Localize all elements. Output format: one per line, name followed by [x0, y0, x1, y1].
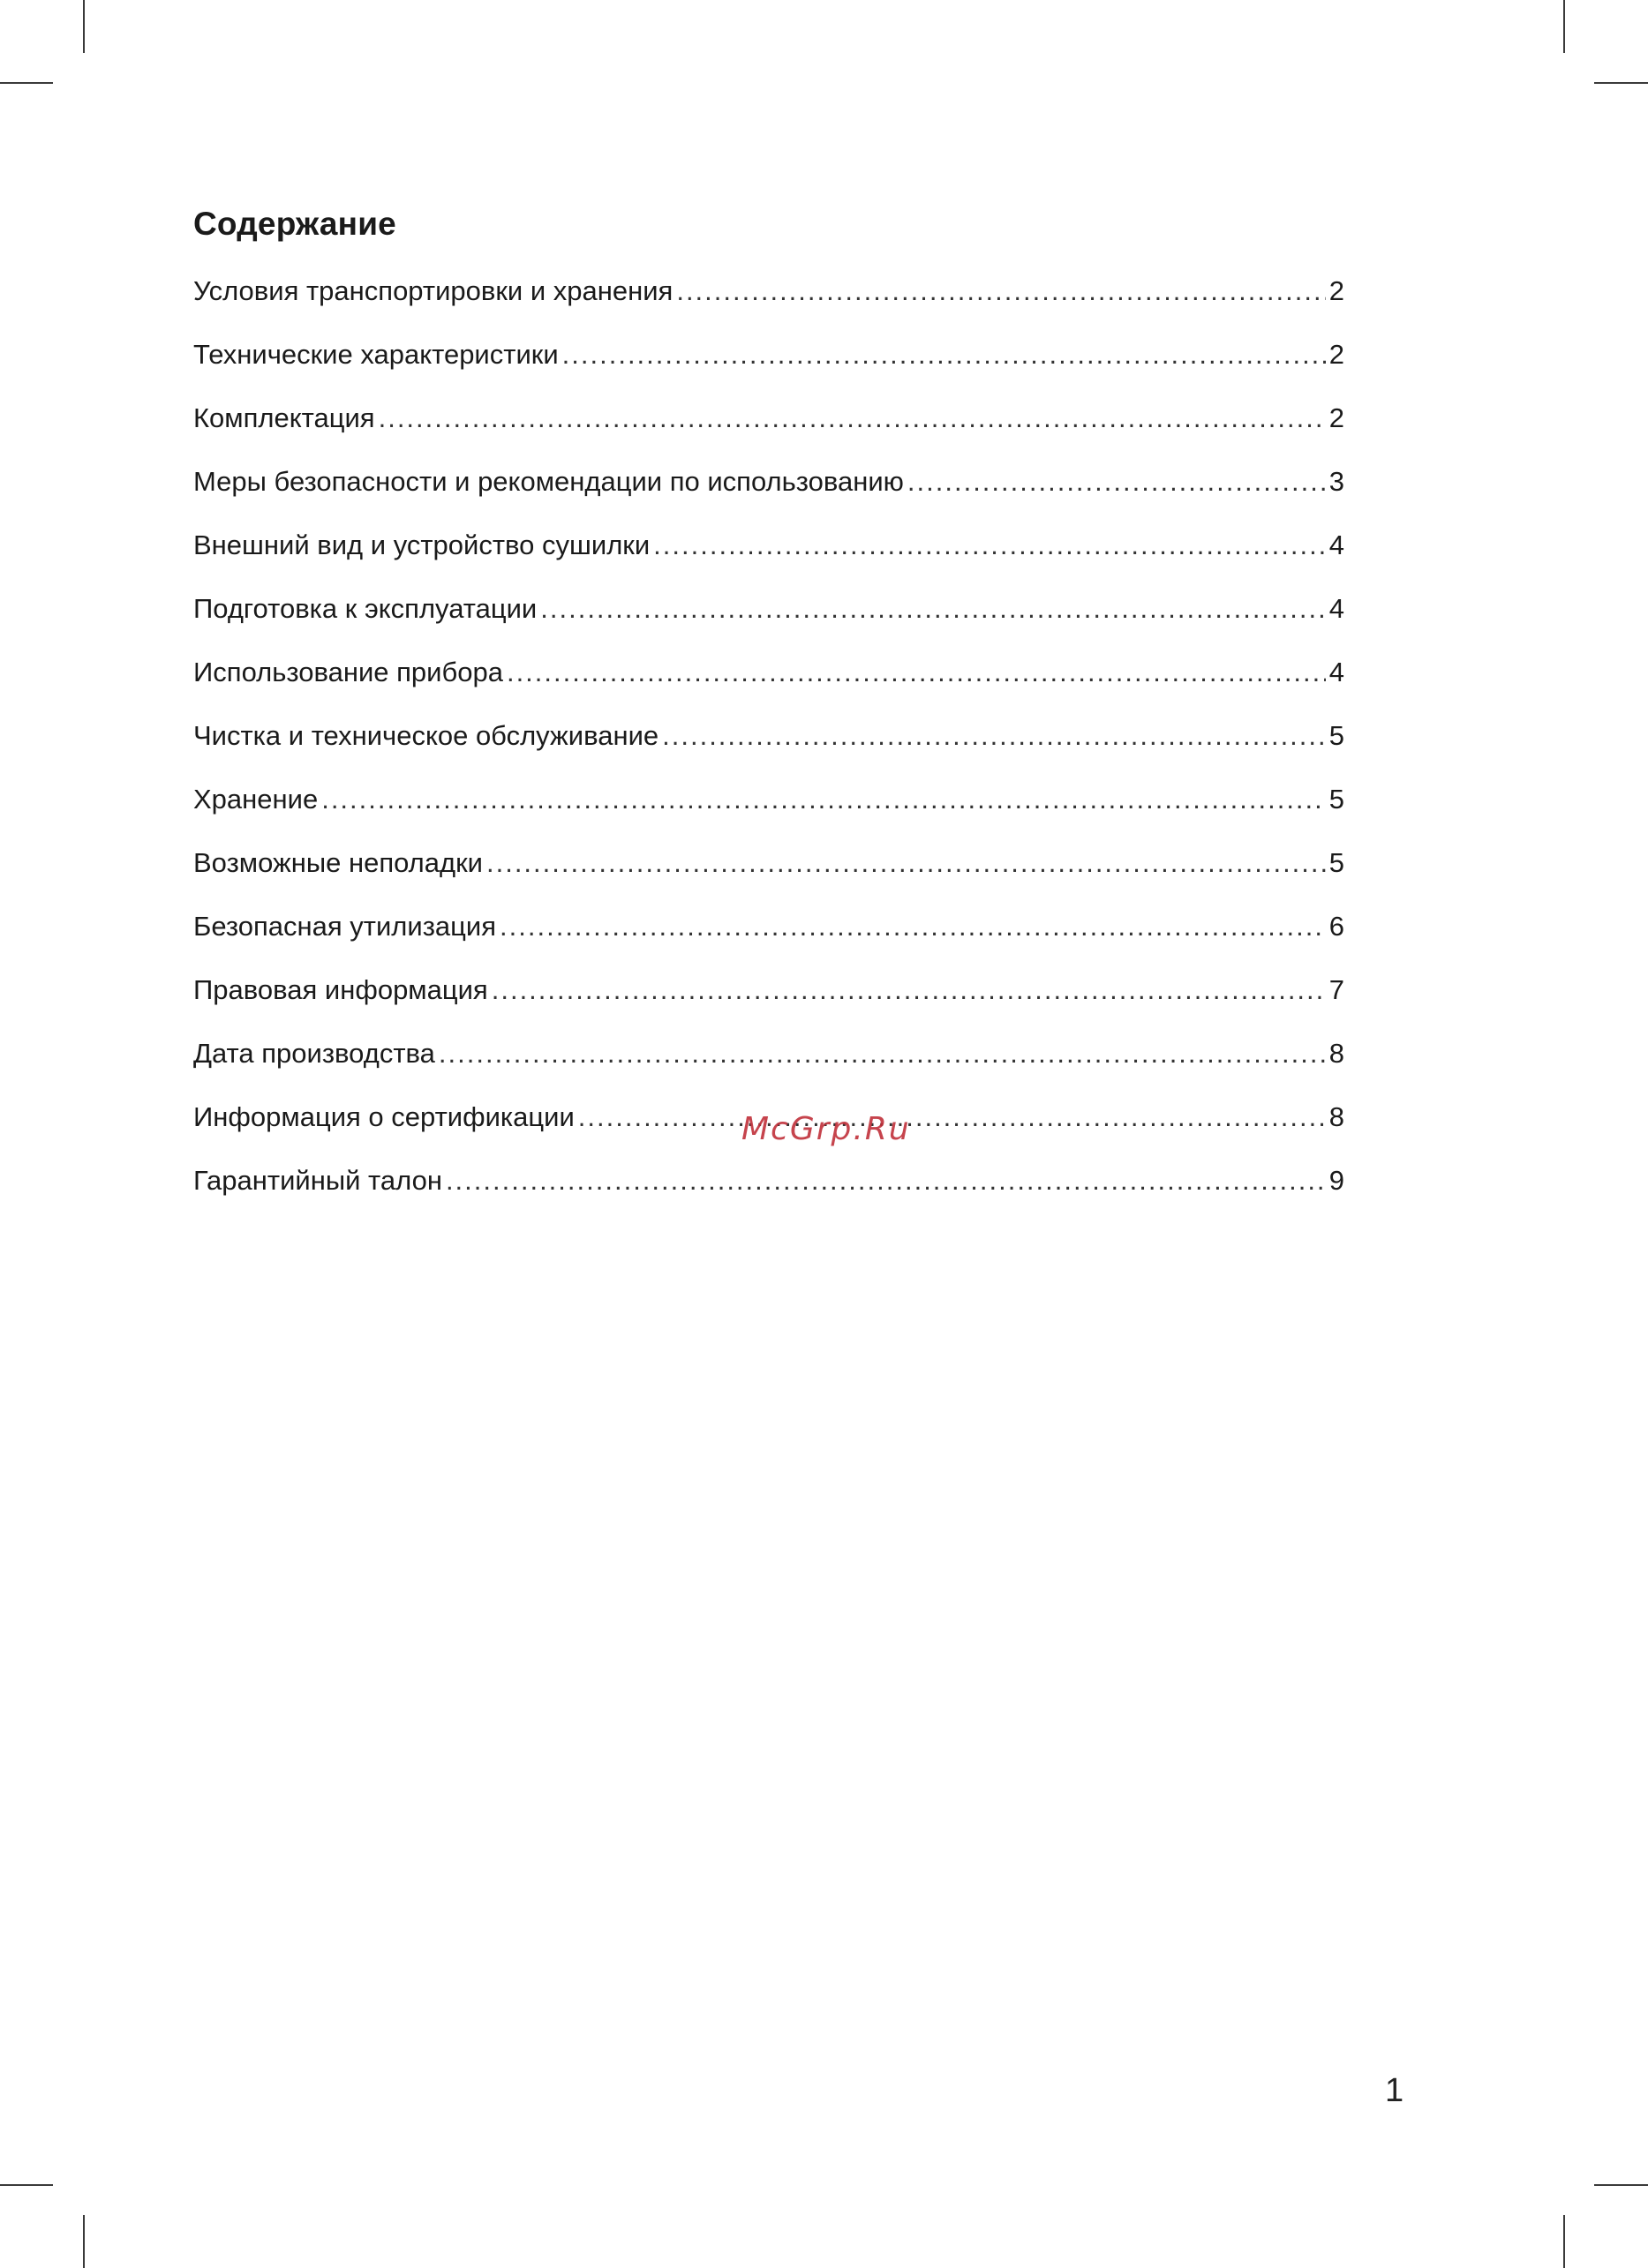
- toc-dot-leader: [662, 704, 1326, 768]
- toc-dot-leader: [562, 323, 1326, 387]
- crop-mark-top-left-vertical: [83, 0, 85, 53]
- toc-entry-label: Дата производства: [193, 1038, 435, 1069]
- toc-entry[interactable]: [193, 1022, 1344, 1085]
- toc-entry[interactable]: [193, 1149, 1344, 1213]
- crop-mark-bottom-right-vertical: [1563, 2215, 1565, 2268]
- toc-entry[interactable]: [193, 323, 1344, 387]
- page-number: 1: [1385, 2072, 1404, 2109]
- toc-entry-label: Возможные неполадки: [193, 847, 483, 878]
- toc-entry-page: 4: [1328, 593, 1344, 624]
- toc-dot-leader: [492, 958, 1326, 1022]
- toc-dot-leader: [507, 641, 1326, 704]
- toc-entry-label: Технические характеристики: [193, 339, 559, 370]
- toc-entry[interactable]: [193, 831, 1344, 895]
- toc-entry-page: 4: [1328, 529, 1344, 560]
- toc-entry-label: Хранение: [193, 784, 319, 815]
- toc-entry-label: Внешний вид и устройство сушилки: [193, 529, 651, 560]
- toc-dot-leader: [486, 831, 1326, 895]
- toc-title: Содержание: [193, 206, 396, 242]
- toc-entry[interactable]: [193, 958, 1344, 1022]
- crop-mark-top-right-vertical: [1563, 0, 1565, 53]
- toc-entry-label: Правовая информация: [193, 974, 488, 1005]
- toc-entry-page: 5: [1328, 847, 1344, 878]
- toc-entry[interactable]: [193, 259, 1344, 323]
- toc-entry[interactable]: [193, 514, 1344, 577]
- crop-mark-top-left-horizontal: [0, 82, 53, 84]
- toc-entry-label: Информация о сертификации: [193, 1101, 575, 1132]
- toc-dot-leader: [500, 895, 1326, 958]
- toc-entry-label: Меры безопасности и рекомендации по использованию: [193, 466, 904, 497]
- toc-entry-page: 8: [1328, 1101, 1344, 1132]
- toc-list: [193, 259, 1344, 1213]
- watermark: McGrp.Ru: [741, 1111, 911, 1147]
- toc-entry-page: 5: [1328, 784, 1344, 815]
- toc-entry[interactable]: [193, 704, 1344, 768]
- toc-entry-label: Гарантийный талон: [193, 1165, 442, 1196]
- toc-entry-page: 4: [1328, 657, 1344, 687]
- toc-dot-leader: [446, 1149, 1326, 1213]
- toc-entry-page: 5: [1328, 720, 1344, 751]
- toc-entry-page: 7: [1328, 974, 1344, 1005]
- toc-dot-leader: [379, 387, 1326, 450]
- toc-entry-label: Чистка и техническое обслуживание: [193, 720, 659, 751]
- crop-mark-top-right-horizontal: [1594, 82, 1648, 84]
- toc-entry-label: Комплектация: [193, 402, 375, 433]
- toc-entry-label: Использование прибора: [193, 657, 503, 687]
- toc-dot-leader: [540, 577, 1326, 641]
- toc-entry-page: 8: [1328, 1038, 1344, 1069]
- crop-mark-bottom-right-horizontal: [1594, 2184, 1648, 2186]
- toc-entry-page: 2: [1328, 339, 1344, 370]
- toc-dot-leader: [676, 259, 1325, 323]
- toc-entry-page: 9: [1328, 1165, 1344, 1196]
- toc-dot-leader: [907, 450, 1326, 514]
- crop-mark-bottom-left-horizontal: [0, 2184, 53, 2186]
- toc-dot-leader: [653, 514, 1326, 577]
- toc-entry[interactable]: [193, 768, 1344, 831]
- toc-dot-leader: [578, 1085, 1326, 1149]
- table-of-contents: [193, 196, 1344, 1213]
- toc-entry[interactable]: [193, 577, 1344, 641]
- toc-entry-label: Условия транспортировки и хранения: [193, 275, 673, 306]
- toc-entry[interactable]: [193, 895, 1344, 958]
- toc-entry-label: Безопасная утилизация: [193, 911, 497, 942]
- toc-entry-page: 2: [1328, 402, 1344, 433]
- crop-mark-bottom-left-vertical: [83, 2215, 85, 2268]
- toc-dot-leader: [439, 1022, 1326, 1085]
- toc-entry[interactable]: [193, 387, 1344, 450]
- toc-entry-label: Подготовка к эксплуатации: [193, 593, 538, 624]
- toc-entry-page: 3: [1328, 466, 1344, 497]
- toc-dot-leader: [321, 768, 1326, 831]
- toc-entry[interactable]: [193, 450, 1344, 514]
- toc-entry-page: 6: [1328, 911, 1344, 942]
- toc-entry[interactable]: [193, 641, 1344, 704]
- toc-entry-page: 2: [1328, 275, 1344, 306]
